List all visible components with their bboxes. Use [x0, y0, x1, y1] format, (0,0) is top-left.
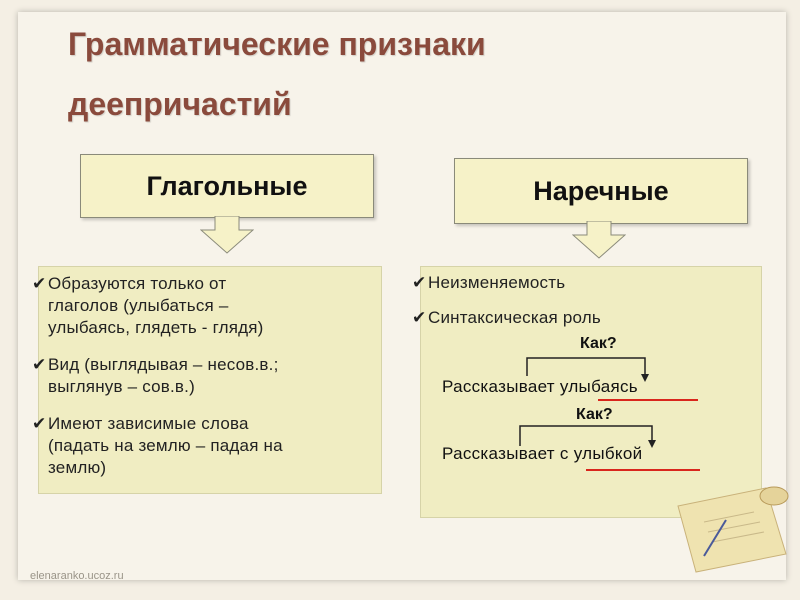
list-item-line: (падать на землю – падая на [48, 436, 283, 455]
slide-title-line2: деепричастий [68, 86, 292, 122]
list-item [32, 354, 279, 398]
verbal-features-heading [80, 154, 374, 218]
list-item-line: землю) [48, 458, 107, 477]
checkmark-icon: ✔ [32, 274, 47, 293]
down-arrow-icon [200, 216, 254, 254]
list-item [32, 413, 283, 479]
list-item-line: глаголов (улыбаться – [48, 296, 229, 315]
list-item-line: Вид (выглядывая – несов.в.; [48, 355, 279, 374]
source-url: elenaranko.ucoz.ru [30, 570, 124, 582]
down-arrow-icon [572, 221, 626, 259]
checkmark-icon: ✔ [32, 355, 47, 374]
list-item-line: выглянув – сов.в.) [48, 377, 195, 396]
adverbial-features-heading [454, 158, 748, 224]
question-bracket [527, 358, 645, 378]
list-item-line: Имеют зависимые слова [48, 414, 249, 433]
example-sentence: Рассказывает улыбаясь [442, 377, 638, 396]
list-item-line: Неизменяемость [428, 273, 566, 292]
checkmark-icon: ✔ [412, 308, 427, 327]
checkmark-icon: ✔ [32, 414, 47, 433]
list-item [32, 273, 264, 339]
list-item-line: Синтаксическая роль [428, 308, 601, 327]
question-bracket [520, 426, 652, 446]
example-sentence: Рассказывает с улыбкой [442, 444, 643, 463]
question-label: Как? [580, 335, 617, 352]
arrowhead-icon [648, 440, 656, 448]
question-label: Как? [576, 406, 613, 423]
list-item-line: Образуются только от [48, 274, 227, 293]
checkmark-icon: ✔ [412, 273, 427, 292]
scroll-quill-icon [674, 476, 794, 576]
slide-title-line1: Грамматические признаки [68, 26, 486, 62]
verbal-features-heading-text: Глагольные [146, 170, 308, 201]
list-item-line: улыбаясь, глядеть - глядя) [48, 318, 264, 337]
adverbial-features-heading-text: Наречные [533, 175, 669, 206]
arrowhead-icon [641, 374, 649, 382]
